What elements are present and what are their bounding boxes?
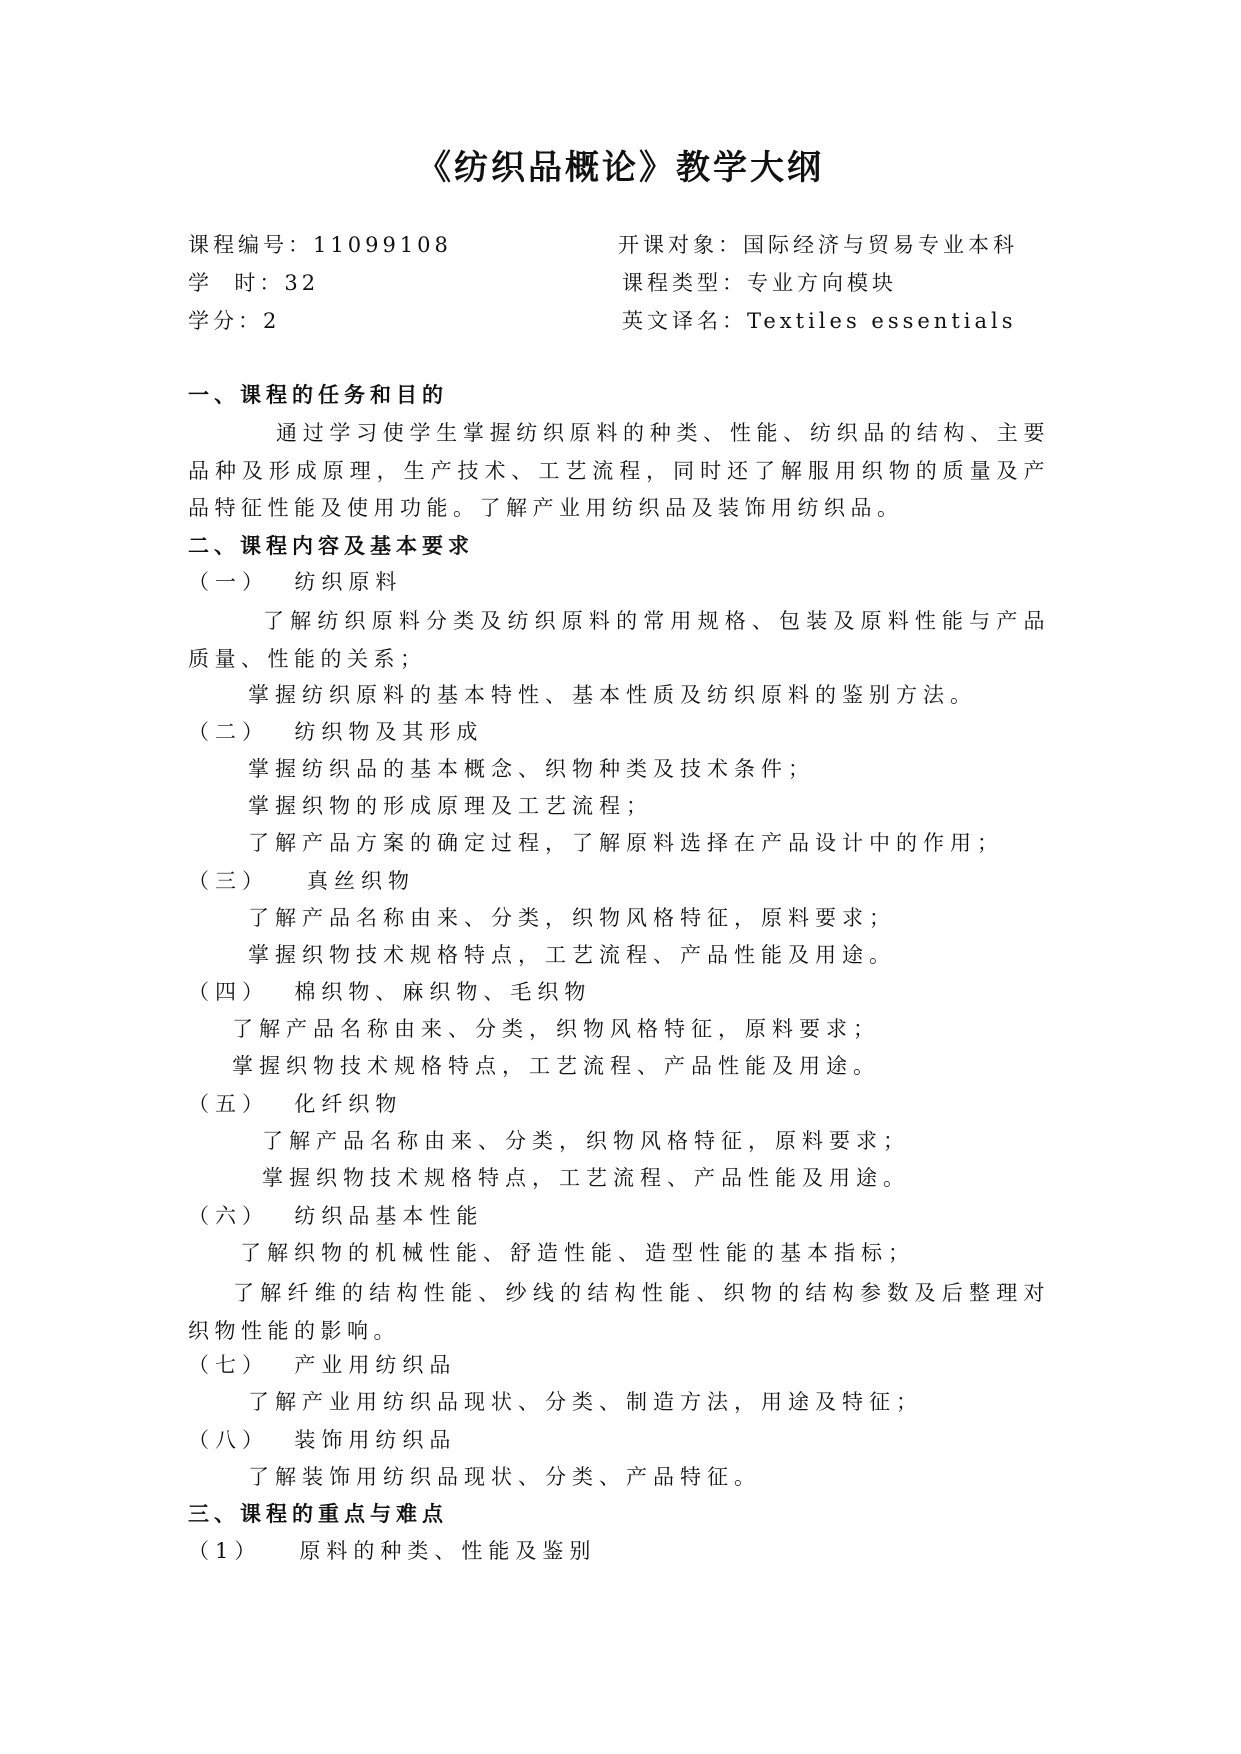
subsection-4-paragraph-1: 了解产品名称由来、分类，织物风格特征，原料要求； [232,1017,880,1041]
course-hours: 学 时：32 [188,271,320,295]
subsection-8-paragraph-1: 了解装饰用纺织品现状、分类、产品特征。 [248,1465,761,1489]
subsection-2-paragraph-2: 掌握织物的形成原理及工艺流程； [248,794,653,818]
subsection-title-2: （二） 纺织物及其形成 [188,720,484,744]
subsection-title-8: （八） 装饰用纺织品 [188,1428,457,1452]
subsection-3-paragraph-1: 了解产品名称由来、分类，织物风格特征，原料要求； [248,906,896,930]
key-point-1: （1） 原料的种类、性能及鉴别 [188,1539,597,1563]
subsection-4-paragraph-2: 掌握织物技术规格特点，工艺流程、产品性能及用途。 [232,1054,880,1078]
course-type: 课程类型：专业方向模块 [622,271,897,295]
subsection-title-6: （六） 纺织品基本性能 [188,1204,484,1228]
section-heading-1: 一、课程的任务和目的 [188,383,448,407]
subsection-2-paragraph-3: 了解产品方案的确定过程，了解原料选择在产品设计中的作用； [248,831,1004,855]
subsection-title-4: （四） 棉织物、麻织物、毛织物 [188,980,592,1004]
course-code: 课程编号：11099108 [188,233,452,257]
document-title: 《纺织品概论》教学大纲 [417,148,824,188]
subsection-6-paragraph-1: 了解织物的机械性能、舒造性能、造型性能的基本指标； [240,1241,915,1265]
course-credits: 学分：2 [188,309,281,333]
subsection-5-paragraph-1: 了解产品名称由来、分类，织物风格特征，原料要求； [262,1129,910,1153]
subsection-1-paragraph-2: 掌握纺织原料的基本特性、基本性质及纺织原料的鉴别方法。 [248,683,977,707]
course-english-name: 英文译名：Textiles essentials [622,309,1017,333]
subsection-title-7: （七） 产业用纺织品 [188,1353,457,1377]
subsection-1-paragraph-1: 了解纺织原料分类及纺织原料的常用规格、包装及原料性能与产品质量、性能的关系； [188,609,1050,671]
course-audience: 开课对象：国际经济与贸易专业本科 [618,233,1018,257]
subsection-7-paragraph-1: 了解产业用纺织品现状、分类、制造方法，用途及特征； [248,1390,923,1414]
subsection-5-paragraph-2: 掌握织物技术规格特点，工艺流程、产品性能及用途。 [262,1166,910,1190]
subsection-6-paragraph-2: 了解纤维的结构性能、纱线的结构性能、织物的结构参数及后整理对织物性能的影响。 [188,1281,1050,1343]
subsection-title-3: （三） 真丝织物 [188,869,416,893]
section-1-paragraph: 通过学习使学生掌握纺织原料的种类、性能、纺织品的结构、主要品种及形成原理，生产技术、工艺流程，同时还了解服用织物的质量及产品特征性能及使用功能。了解产业用纺织品及装饰用纺织品。 [188,421,1050,520]
subsection-title-5: （五） 化纤织物 [188,1092,403,1116]
section-heading-2: 二、课程内容及基本要求 [188,534,474,558]
subsection-2-paragraph-1: 掌握纺织品的基本概念、织物种类及技术条件； [248,757,815,781]
section-heading-3: 三、课程的重点与难点 [188,1502,448,1526]
subsection-title-1: （一） 纺织原料 [188,570,403,594]
subsection-3-paragraph-2: 掌握织物技术规格特点，工艺流程、产品性能及用途。 [248,943,896,967]
